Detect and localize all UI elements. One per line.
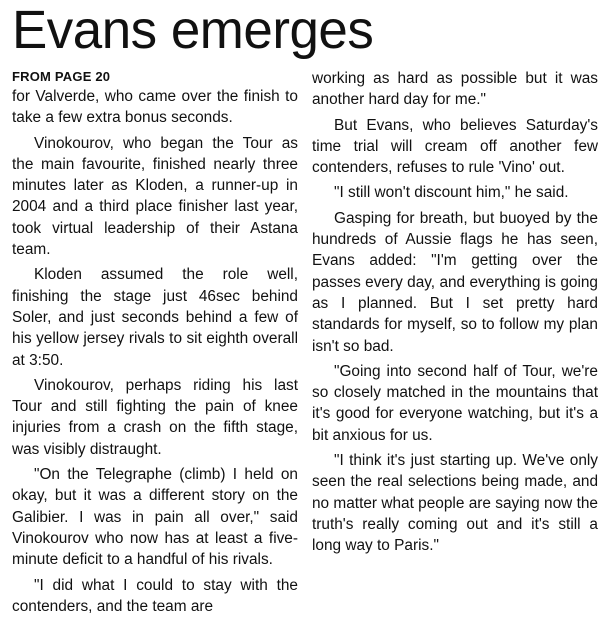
right-column	[312, 68, 598, 621]
paragraph: "On the Telegraphe (climb) I held on okay, but it was a different story on the Galibier. I was in pain all over," said Vinokourov who now has at least a five-minute deficit to a handful of his rivals.	[12, 466, 298, 569]
paragraph: "I did what I could to stay with the contenders, and the team are	[12, 576, 298, 615]
paragraph: "I think it's just starting up. We've only seen the real selections being made, and no matter what people are saying now the truth's really coming out and it's still a long way to Paris."	[312, 452, 598, 555]
paragraph: Gasping for breath, but buoyed by the hundreds of Aussie flags he has seen, Evans added: "I'm getting over the passes every day, and everything is going as I planned. But I set pretty hard standards for myself, so to follow my plan isn't so bad.	[312, 209, 598, 355]
paragraph: Kloden assumed the role well, finishing the stage just 46sec behind Soler, and just seconds behind a few of his yellow jersey rivals to sit eighth overall at 3:50.	[12, 266, 298, 369]
paragraph: "I still won't discount him," he said.	[334, 184, 569, 202]
paragraph: for Valverde, who came over the finish to take a few extra bonus seconds.	[12, 88, 298, 127]
paragraph: But Evans, who believes Saturday's time trial will cream off another few contenders, refuses to rule 'Vino' out.	[312, 116, 598, 177]
continued-from-label: FROM PAGE 20	[12, 69, 111, 84]
headline: Evans emerges	[12, 0, 374, 60]
article-columns	[12, 68, 598, 621]
left-column	[12, 68, 298, 621]
paragraph: "Going into second half of Tour, we're so closely matched in the mountains that it's good for everyone watching, but it's a bit anxious for us.	[312, 362, 598, 444]
paragraph: Vinokourov, perhaps riding his last Tour and still fighting the pain of knee injuries from a crash on the fifth stage, was visibly distraught.	[12, 376, 298, 458]
paragraph: working as hard as possible but it was another hard day for me."	[312, 70, 598, 109]
paragraph: Vinokourov, who began the Tour as the main favourite, finished nearly three minutes later as Kloden, a runner-up in 2004 and a third place finisher last year, took virtual leadership of their Astana team.	[12, 134, 298, 259]
